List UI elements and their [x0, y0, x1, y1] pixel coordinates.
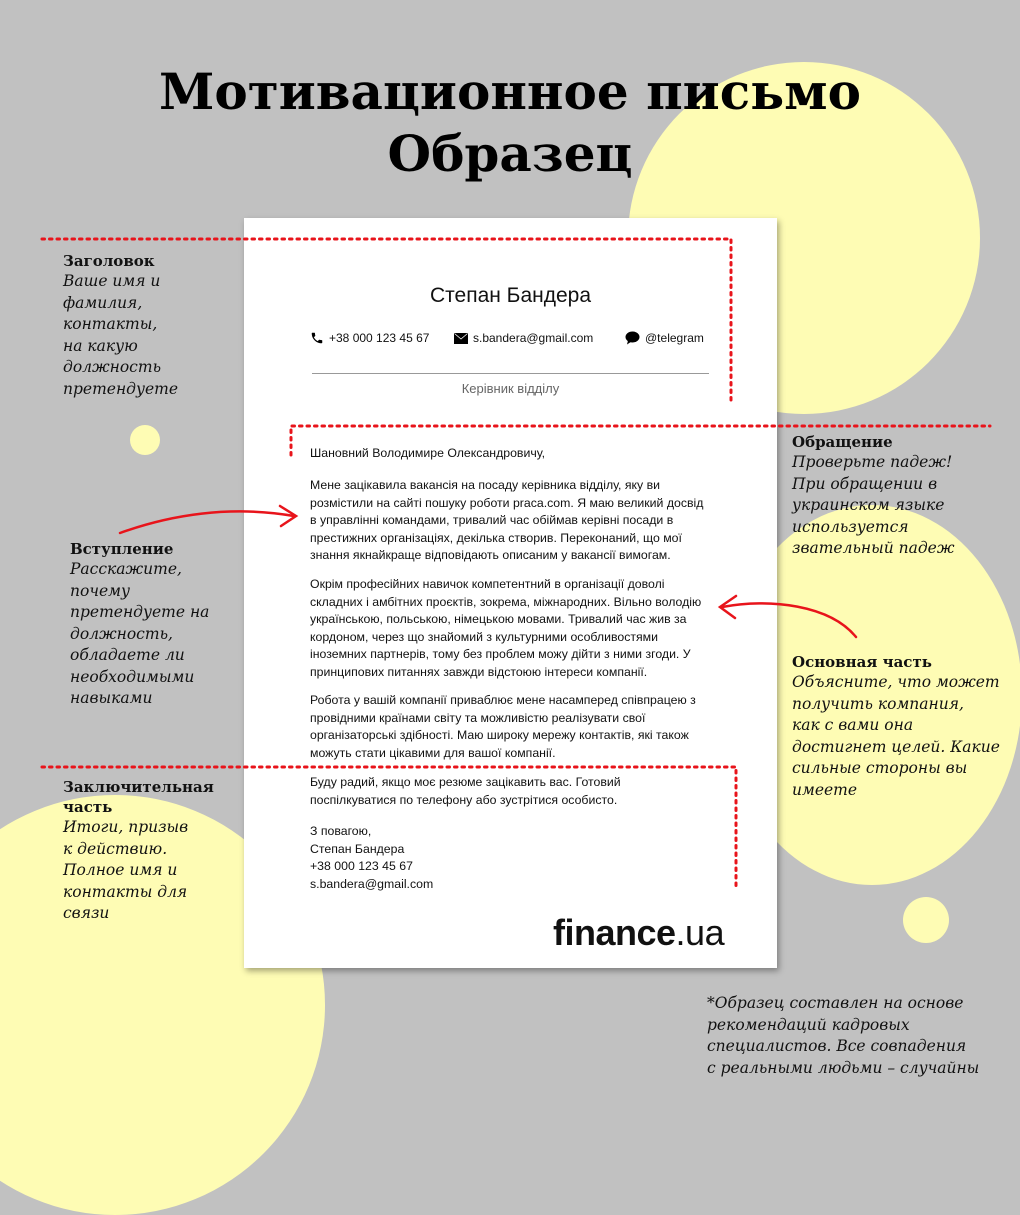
- main-line: іноземних партнерів, тому без проблем можу дійти з ними згоди. У: [310, 647, 691, 661]
- contact-telegram-text: @telegram: [645, 331, 704, 345]
- annotation-address-title: Обращение: [792, 433, 893, 451]
- annotation-header-title: Заголовок: [63, 252, 155, 270]
- footnote: *Образец составлен на основе рекомендаций кадровых специалистов. Все совпадения с реальными людьми – случайны: [707, 994, 980, 1077]
- letter-name: Степан Бандера: [429, 284, 592, 307]
- annotation-intro: [70, 539, 209, 710]
- annotation-conclusion-text: Итоги, призыв к действию. Полное имя и контакты для связи: [63, 818, 189, 922]
- annotation-main-title: Основная часть: [792, 653, 932, 671]
- signoff-line: З повагою,: [310, 824, 372, 838]
- signoff-line: +38 000 123 45 67: [310, 859, 413, 873]
- annotation-intro-title: Вступление: [70, 540, 174, 558]
- contact-phone-text: +38 000 123 45 67: [329, 331, 430, 345]
- signoff-line: s.bandera@gmail.com: [310, 876, 434, 891]
- main-line: можуть стати цікавими для вашої компанії.: [310, 745, 556, 760]
- letter-position: Керівник відділу: [461, 381, 560, 396]
- main-line: принципових питаннях завжди відстоюю інтереси компанії.: [310, 664, 648, 679]
- signoff-line: Степан Бандера: [310, 841, 405, 856]
- main-line: Робота у вашій компанії приваблює мене насамперед співпрацею з: [310, 693, 696, 707]
- closing-line: поспілкуватися по телефону або зустрітися особисто.: [310, 792, 618, 807]
- annotation-address-text: Проверьте падеж! При обращении в украинском языке используется звательный падеж: [792, 453, 955, 557]
- annotation-header-text: Ваше имя и фамилия, контакты, на какую должность претендуете: [63, 272, 179, 398]
- logo-finance-text: finance: [553, 912, 676, 953]
- annotation-conclusion-title: Заключительная часть: [63, 778, 214, 816]
- main-arrow: [722, 603, 856, 637]
- contact-email-text: s.bandera@gmail.com: [473, 331, 594, 345]
- main-line: кордоном, через що знайомий з культурними особливостями: [310, 629, 658, 644]
- logo-domain-text: .ua: [675, 912, 725, 953]
- annotation-main-text: Объясните, что может получить компания, как с вами она достигнет целей. Какие сильные стороны вы имеете: [792, 673, 1000, 799]
- page-title-line1: Мотивационное письмо: [159, 62, 861, 121]
- annotation-header: [63, 251, 178, 400]
- main-line: українською, польською, німецькою мовами. Тривалий час жив за: [310, 612, 687, 626]
- intro-line: в управлінні командами, тривалий час обіймав керівні посади в: [310, 513, 674, 527]
- main-line: організаторські здібності. Маю широку мережу контактів, які також: [310, 728, 689, 742]
- intro-line: знання якнайкраще відповідають описаним у вакансії вимогам.: [310, 548, 671, 562]
- intro-line: престижних організаціях, декілька створив. Переконаний, що мої: [310, 530, 682, 545]
- intro-arrow: [120, 511, 294, 533]
- main-line: провідними країнами світу та можливістю реалізувати свої: [310, 710, 646, 725]
- annotation-main: [792, 652, 1000, 801]
- intro-line: розмістили на сайті пошуку роботи praca.com. Я маю великий досвід: [310, 495, 704, 510]
- intro-line: Мене зацікавила вакансія на посаду керівника відділу, яку ви: [310, 478, 661, 492]
- main-line: Окрім професійних навичок компетентний в організації доволі: [310, 577, 665, 591]
- annotation-conclusion: [63, 777, 214, 925]
- letter-greeting: Шановний Володимире Олександровичу,: [310, 446, 546, 460]
- annotation-intro-text: Расскажите, почему претендуете на должность, обладаете ли необходимыми навыками: [70, 560, 210, 707]
- annotation-address: [792, 432, 954, 560]
- closing-line: Буду радий, якщо моє резюме зацікавить вас. Готовий: [310, 775, 621, 789]
- page-title-line2: Образец: [387, 124, 633, 183]
- main-line: складних і амбітних проєктів, зокрема, міжнародних. Вільно володію: [310, 594, 702, 609]
